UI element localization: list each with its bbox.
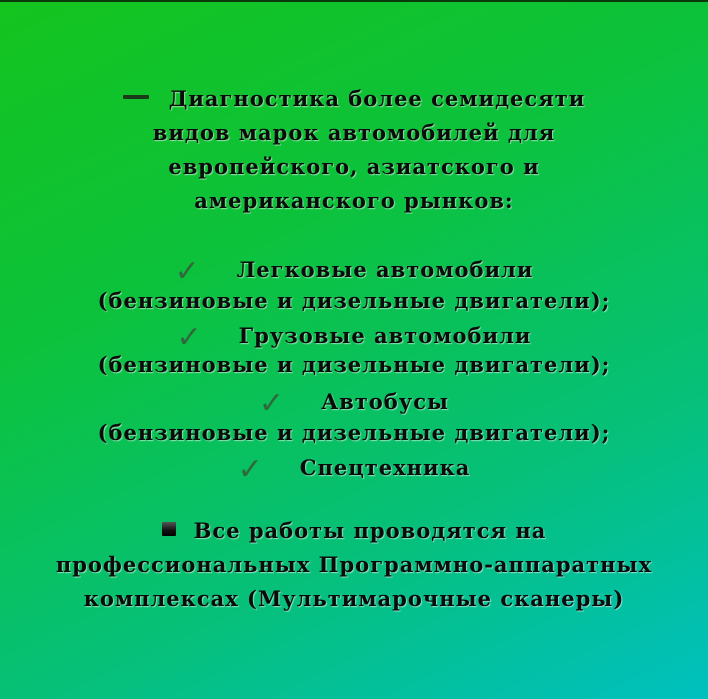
note-line-1 [0,518,708,543]
checkmark-icon: ✓ [174,254,201,289]
note-line-3: комплексах (Мультимарочные сканеры) [83,586,625,611]
top-border [0,0,708,2]
intro-line-3: европейского, азиатского и [168,154,540,179]
list-item-title [0,254,708,289]
intro-line-1 [0,86,708,111]
note-text-1: Все работы проводятся на [193,518,547,543]
list-item-title [0,386,708,421]
list-item-detail: (бензиновые и дизельные двигатели); [97,420,611,445]
item-title-1: Легковые автомобили [236,257,534,282]
black-square-icon [162,522,176,536]
intro-line-2: видов марок автомобилей для [152,120,556,145]
item-title-3: Автобусы [321,389,450,414]
intro-line-4: американского рынков: [194,188,514,213]
note-line-2: профессиональных Программно-аппаратных [55,552,653,577]
intro-text-1: Диагностика более семидесяти [168,86,586,111]
checkmark-icon: ✓ [237,452,264,487]
list-item-detail: (бензиновые и дизельные двигатели); [97,288,611,313]
checkmark-icon: ✓ [176,320,203,355]
dash-icon [123,95,149,99]
item-title-4: Спецтехника [299,455,471,480]
checkmark-icon: ✓ [258,386,286,421]
list-item-title [0,452,708,487]
list-item-title [0,320,708,355]
list-item-detail: (бензиновые и дизельные двигатели); [97,352,611,377]
item-title-2: Грузовые автомобили [238,323,532,348]
